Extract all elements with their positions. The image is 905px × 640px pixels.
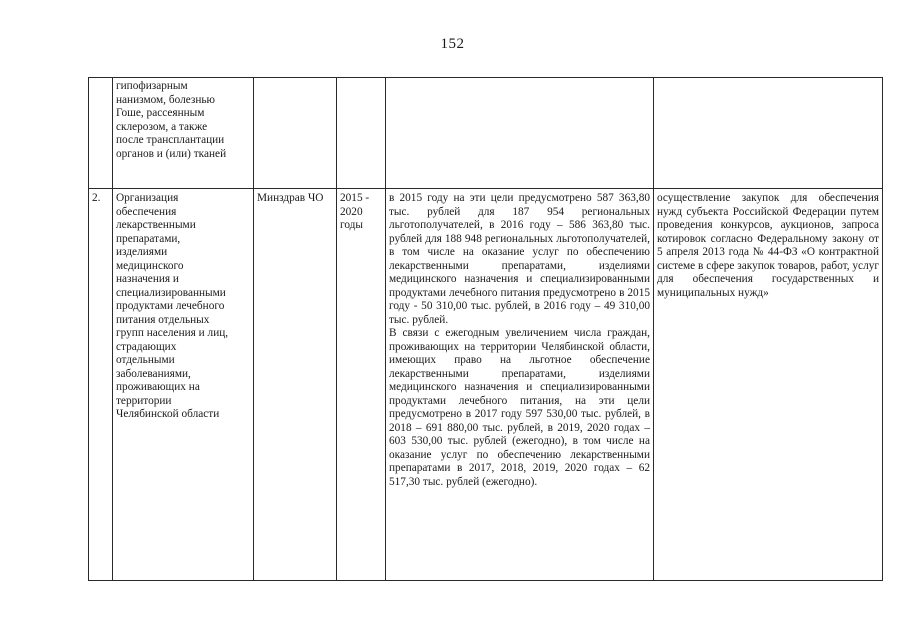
cell-executor-empty bbox=[254, 78, 337, 189]
table-row-continuation bbox=[89, 78, 883, 189]
cell-years-empty bbox=[337, 78, 386, 189]
cell-row-number: 2. bbox=[89, 189, 113, 581]
measures-table bbox=[88, 77, 883, 581]
cell-measure-name bbox=[113, 189, 254, 581]
cell-funding-empty bbox=[386, 78, 654, 189]
cell-mechanism bbox=[654, 189, 883, 581]
cell-number-empty bbox=[89, 78, 113, 189]
cell-years: 2015 - 2020 годы bbox=[337, 189, 386, 581]
funding-paragraph-2: В связи с ежегодным увеличением числа граждан, проживающих на территории Челябинской области, имеющих право на льготное обеспечение лекарственными препаратами, изделиями медицинского назначения и специализированными продуктами лечебного питания, на эти цели предусмотрено в 2017 году 597 530,00 тыс. рублей, в 2018 – 691 880,00 тыс. рублей, в 2019, 2020 годах – 603 530,00 тыс. рублей (ежегодно), в том числе на оказание услуг по обеспечению лекарственными препаратами в 2017, 2018, 2019, 2020 годах – 62 517,30 тыс. рублей (ежегодно). bbox=[389, 327, 650, 488]
cell-mechanism-empty bbox=[654, 78, 883, 189]
page-number: 152 bbox=[440, 36, 465, 52]
cell-measure-name-continued bbox=[113, 78, 254, 189]
mechanism-text: осуществление закупок для обеспечения нужд субъекта Российской Федерации путем проведения конкурсов, аукционов, запроса котировок согласно Федеральному закону от 5 апреля 2013 года № 44-ФЗ «О контрактной системе в сфере закупок товаров, работ, услуг для обеспечения государственных и муниципальных нужд» bbox=[657, 192, 879, 299]
measure-name-text: Организация обеспечения лекарственными препаратами, изделиями медицинского назначения и специализированными продуктами лечебного питания отдельных групп населения и лиц, страдающих отдельными заболеваниями, проживающих на территории Челябинской области bbox=[116, 192, 229, 420]
funding-paragraph-1: в 2015 году на эти цели предусмотрено 587 363,80 тыс. рублей для 187 954 региональных льготополучателей, в 2016 году – 586 363,80 тыс. рублей для 188 948 региональных льготополучателей, в том числе на оказание услуг по обеспечению лекарственными препаратами, изделиями медицинского назначения и специализированными продуктами лечебного питания предусмотрено в 2015 году - 50 310,00 тыс. рублей, в 2016 году – 49 310,00 тыс. рублей. bbox=[389, 192, 650, 326]
measure-name-continued-text: гипофизарным нанизмом, болезнью Гоше, рассеянным склерозом, а также после трансплантации органов и (или) тканей bbox=[116, 80, 227, 160]
table-row-2 bbox=[89, 189, 883, 581]
cell-funding bbox=[386, 189, 654, 581]
cell-executor: Минздрав ЧО bbox=[254, 189, 337, 581]
